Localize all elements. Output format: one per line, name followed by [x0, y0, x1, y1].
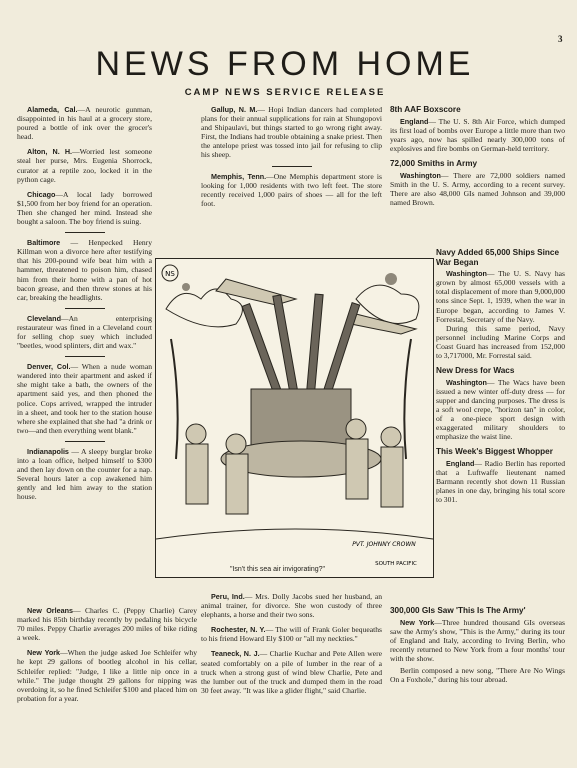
item-text: —Three hundred thousand GIs overseas saw the Army's show, "This is the Army," during its tour of England and Italy, according to Irving Berlin, who recently returned to New York from a four months' tour with the show. — [390, 617, 566, 663]
item-text: — Radio Berlin has reported that a Luftwaffe lieutenant named Barmann recently shot down 11 Russian planes in one day, bringing his total score to 301. — [436, 458, 565, 505]
news-item — [201, 592, 382, 619]
cartoon-illustration — [155, 258, 434, 578]
item-text: — When a nude woman wandered into their apartment and asked if she might take a bath, the owners of the apartment said yes, and then phoned the police. Cops arrived, wrapped the intruder in a sheet, and took her to the station house where she explained that she had "a drink or two—and then everything went blank." — [17, 362, 152, 435]
item-text: —A neurotic gunman, disappointed in his haul at a grocery store, poured a bottle of ink over the grocer's head. — [17, 105, 153, 142]
item-place: England — [400, 116, 429, 126]
item-place: Alameda, Cal. — [27, 105, 78, 114]
item-place: Indianapolis — [27, 446, 69, 456]
news-item — [390, 618, 565, 663]
news-item — [436, 269, 565, 324]
item-place: Peru, Ind. — [211, 592, 245, 601]
item-text: — Charles C. (Peppy Charlie) Carey marked his 85th birthday recently by pedaling his bicycle 70 miles. Peppy Charlie averages 200 miles of bike riding a week. — [17, 606, 197, 643]
column-2-top — [201, 105, 382, 214]
divider — [272, 166, 312, 167]
column-1-bottom — [17, 606, 197, 709]
item-place: New York — [400, 617, 435, 627]
item-text: — Henpecked Henry Killman won a divorce here after testifying that his 200-pound wife beat him with a hammer, threatened to poison him, chased him from their home with a pan of hot bacon grease, and then threw stones at his car, breaking the headlights. — [17, 238, 152, 302]
news-item — [17, 190, 152, 226]
masthead-subtitle: CAMP NEWS SERVICE RELEASE — [184, 87, 386, 98]
news-item — [201, 625, 382, 643]
news-item — [390, 117, 565, 153]
news-item — [17, 362, 152, 435]
item-headline: This Week's Biggest Whopper — [436, 447, 553, 457]
item-place: Chicago — [27, 189, 56, 199]
item-place: New Orleans — [27, 606, 73, 615]
column-3-bottom — [390, 606, 565, 690]
item-place: Washington — [400, 170, 441, 180]
news-item — [436, 459, 565, 504]
item-place: Rochester, N. Y. — [211, 625, 266, 635]
item-text: — The will of Frank Goler bequeaths to his friend Howard Ely $100 or "all my neckties." — [201, 625, 382, 644]
item-text: — Mrs. Dolly Jacobs sued her husband, an animal trainer, for divorce. She won custody of three elephants, a horse and their two sons. — [201, 592, 382, 620]
news-item — [17, 606, 197, 642]
masthead-title: NEWS FROM HOME — [95, 45, 475, 83]
news-item — [17, 447, 152, 502]
column-3-middle — [436, 248, 565, 510]
divider — [65, 232, 105, 233]
news-item — [390, 171, 565, 207]
item-place: New York — [27, 648, 61, 658]
cartoon-caption: "Isn't this sea air invigorating?" — [230, 566, 326, 573]
column-1-top — [17, 105, 152, 507]
item-place: Teaneck, N. J. — [211, 649, 260, 659]
item-text: —An enterprising restaurateur was fined in a Cleveland court for selling chop suey which included "beetles, wood splinters, dirt and wax." — [17, 313, 152, 351]
news-item-continued: Berlin composed a new song, "There Are No Wings On a Foxhole," during his tour abroad. — [390, 666, 565, 685]
item-place: Denver, Col. — [27, 362, 71, 372]
news-item — [17, 648, 197, 703]
page-number: 3 — [558, 34, 563, 44]
item-text: — There are 72,000 soldiers named Smith in the U. S. Army, according to a recent survey. There are also 48,000 GIs named Johnson and 39,000 named Brown. — [390, 170, 565, 207]
news-item — [201, 649, 382, 694]
divider — [65, 441, 105, 442]
news-item — [17, 147, 152, 183]
item-text: — The Wacs have been issued a new winter off-duty dress — for supper and dancing purposes. The dress is a soft wool crepe, "horizon tan" in color, of a one-piece sport design with exaggerated military shoulders to emphasize the waist line. — [436, 377, 565, 442]
item-text: — Charlie Kuchar and Pete Allen were seated comfortably on a pile of lumber in the rear of a truck when a strong gust of wind blew Charlie, Pete and the lumber out of the truck and dumped them in the road 30 feet away. "It was like a glider flight," said Charlie. — [201, 649, 382, 695]
item-text: — The U. S. Navy has grown by almost 65,000 vessels with a total displacement of more than 9,000,000 tons since Sept. 1, 1939, when the war in Europe began, according to James V. Forrestal, Secretary of the Navy. — [436, 269, 565, 324]
cartoon-signature: PVT. JOHNNY CROWN — [352, 541, 416, 548]
item-place: Cleveland — [27, 313, 61, 323]
item-headline: 72,000 Smiths in Army — [390, 158, 478, 168]
news-item — [201, 105, 382, 160]
column-2-bottom — [201, 592, 382, 701]
item-text: —A local lady borrowed $1,500 from her boy friend for an operation. Then she changed her mind. Instead she bought a saloon. The boy friend is suing. — [17, 189, 152, 227]
item-place: Washington — [446, 377, 487, 387]
item-text: —One Memphis department store is looking for 1,000 residents with two left feet. The store recently received 1,000 pairs of shoes — all for the left foot. — [201, 171, 382, 208]
item-headline: New Dress for Wacs — [436, 366, 515, 376]
item-headline: 300,000 GIs Saw 'This Is The Army' — [390, 606, 526, 615]
item-place: Washington — [446, 269, 487, 279]
item-place: Alton, N. H. — [27, 147, 73, 157]
item-place: Gallup, N. M. — [211, 105, 258, 114]
news-item-continued: During this same period, Navy personnel including Marine Corps and Coast Guard has increased from 152,000 to 3,717000, Mr. Forrestal said. — [436, 323, 565, 361]
divider — [65, 308, 105, 309]
cartoon-monogram: NS — [165, 270, 175, 278]
item-headline: Navy Added 65,000 Ships Since War Began — [436, 248, 560, 267]
news-item — [17, 314, 152, 350]
news-item — [436, 378, 565, 442]
divider — [65, 356, 105, 357]
news-item — [17, 238, 152, 302]
item-text: —Worried lest someone steal her purse, Mrs. Eugenia Shorrock, curator at a reptile zoo, locked it in the python cage. — [17, 147, 153, 184]
item-text: — Hopi Indian dancers had completed plans for their annual supplications for rain at Shungopovi and Shipaulavi, but things started to go wrong right away. First, the Indians had trouble obtaining a snake priest. Then the antelope priest was tossed into jail for refusing to clip his sheep. — [201, 105, 382, 160]
item-headline: 8th AAF Boxscore — [390, 105, 461, 114]
item-place: Baltimore — [27, 238, 61, 248]
item-place: Memphis, Tenn. — [211, 171, 267, 181]
item-text: —When the judge asked Joe Schleifer why he kept 29 gallons of bootleg alcohol in his cellar, Schleifer replied: "Judge, I like a little nip once in a while." The judge thought 29 gallons for nipping was overdoing it, so he fined Schleifer $100 and placed him on probation for a year. — [17, 648, 197, 703]
item-text: — The U. S. 8th Air Force, which dumped its first load of bombs over Europe a little more than two years ago, now has spilled nearly 300,000 tons of explosives and fire bombs on German-held territory. — [390, 116, 565, 153]
antiaircraft-gun-drawing — [156, 259, 433, 577]
column-3-top — [390, 105, 565, 213]
cartoon-signature-location: SOUTH PACIFIC — [375, 561, 417, 567]
news-item — [201, 172, 382, 208]
news-item — [17, 105, 152, 141]
item-place: England — [446, 458, 475, 468]
item-text: — A sleepy burglar broke into a loan office, helped himself to $300 and then lay down on the counter for a nap. Several hours later a cop awakened him gently and led him away to the station house. — [17, 446, 152, 502]
